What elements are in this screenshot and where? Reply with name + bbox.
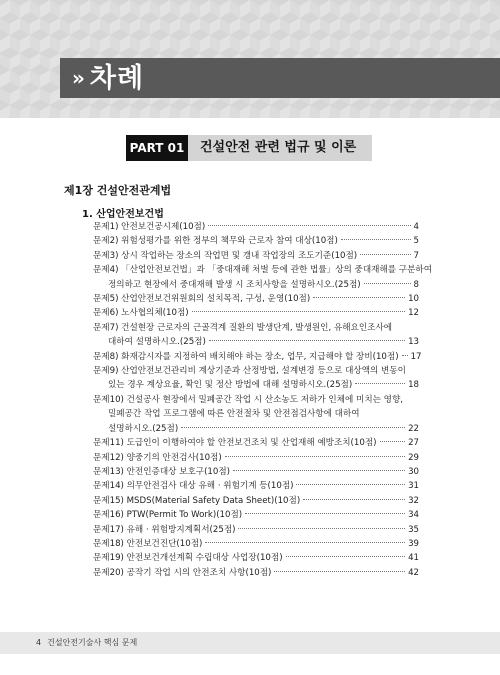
toc-entry[interactable] bbox=[93, 494, 419, 508]
toc-entry-line bbox=[93, 249, 419, 263]
dot-leader bbox=[313, 297, 405, 298]
toc-entry-text: 문제15) MSDS(Material Safety Data Sheet)(10점) bbox=[93, 495, 301, 506]
toc-entry-text: 문제7) 건설현장 근로자의 근골격계 질환의 발생단계, 발생원인, 유해요인조사에 bbox=[93, 322, 393, 333]
toc-entry-text: 문제20) 공작기 작업 시의 안전조치 사항(10점) bbox=[93, 567, 272, 578]
toc-entry[interactable] bbox=[93, 220, 419, 234]
toc-entry-line bbox=[93, 436, 419, 450]
page-title bbox=[72, 58, 144, 98]
footer-book-title: 건설안전기술사 핵심 문제 bbox=[47, 638, 138, 647]
toc-entry-line bbox=[93, 393, 419, 407]
toc-entry-line bbox=[93, 465, 419, 479]
toc-page-number: 41 bbox=[408, 553, 419, 564]
toc-entry[interactable] bbox=[93, 364, 419, 393]
toc-entry-text: 문제14) 의무안전검사 대상 유해 · 위험기계 등(10점) bbox=[93, 481, 294, 492]
toc-entry[interactable] bbox=[93, 465, 419, 479]
toc-entry-line bbox=[93, 350, 422, 364]
dot-leader bbox=[208, 225, 410, 226]
toc-entry[interactable] bbox=[93, 566, 419, 580]
footer bbox=[36, 632, 137, 654]
dot-leader bbox=[296, 484, 405, 485]
toc-entry-line bbox=[93, 479, 419, 493]
toc-entry-text: 문제12) 양중기의 안전검사(10점) bbox=[93, 452, 222, 463]
toc-entry[interactable] bbox=[93, 451, 419, 465]
section-heading: 1. 산업안전보건법 bbox=[82, 209, 164, 220]
toc-page-number: 31 bbox=[408, 481, 419, 492]
toc-page-number: 12 bbox=[408, 308, 419, 319]
dot-leader bbox=[238, 528, 405, 529]
toc-page-number: 7 bbox=[413, 250, 419, 261]
toc-entry-line bbox=[93, 335, 419, 349]
toc-entry-text: 문제1) 안전보건공시제(10점) bbox=[93, 222, 206, 232]
toc-page-number: 10 bbox=[408, 294, 419, 305]
toc-entry-line bbox=[93, 407, 419, 421]
dot-leader bbox=[274, 571, 405, 572]
toc-entry-line bbox=[93, 292, 419, 306]
toc-entry-text: 문제17) 유해 · 위험방지계획서(25점) bbox=[93, 524, 236, 535]
toc-entry-line bbox=[93, 378, 419, 392]
toc-entry-text: 설명하시오.(25점) bbox=[108, 423, 179, 434]
toc-entry-line bbox=[93, 263, 433, 277]
toc-entry-text: 있는 경우 계상요율, 확인 및 정산 방법에 대해 설명하시오.(25점) bbox=[108, 380, 353, 391]
toc-entry[interactable] bbox=[93, 537, 419, 551]
toc-entry-text: 문제13) 안전인증대상 보호구(10점) bbox=[93, 466, 231, 477]
toc-page-number: 29 bbox=[408, 452, 419, 463]
toc-entry[interactable] bbox=[93, 306, 419, 320]
toc-entry[interactable] bbox=[93, 292, 419, 306]
toc-page-number: 8 bbox=[413, 279, 419, 290]
toc-entry-line bbox=[93, 422, 419, 436]
toc-entry-text: 정의하고 현장에서 중대재해 발생 시 조치사항을 설명하시오.(25점) bbox=[108, 279, 361, 290]
toc-entry-text: 문제4) 「산업안전보건법」과 「중대재해 처벌 등에 관한 법률」상의 중대재해를 구분하여 bbox=[93, 265, 433, 276]
toc-page-number: 34 bbox=[408, 510, 419, 521]
toc-entry-line bbox=[93, 551, 419, 565]
toc-entry[interactable] bbox=[93, 479, 419, 493]
toc-entry[interactable] bbox=[93, 321, 419, 350]
dot-leader bbox=[380, 441, 406, 442]
toc-entry-line bbox=[93, 451, 419, 465]
footer-page-number: 4 bbox=[36, 638, 42, 647]
toc-page-number: 39 bbox=[408, 538, 419, 549]
toc-entry-line bbox=[93, 321, 419, 335]
toc-entry-text: 문제8) 화재감시자를 지정하여 배치해야 하는 장소, 업무, 지급해야 할 장비(10점) bbox=[93, 351, 399, 362]
toc-entry-line bbox=[93, 494, 419, 508]
double-chevron-icon: » bbox=[72, 66, 82, 90]
toc-entry[interactable] bbox=[93, 249, 419, 263]
toc-page-number: 18 bbox=[408, 380, 419, 391]
toc-entry-line bbox=[93, 278, 419, 292]
toc-entry-line bbox=[93, 566, 419, 580]
toc-page-number: 5 bbox=[413, 236, 419, 247]
toc-entry-text: 문제2) 위험성평가를 위한 정부의 책무와 근로자 참여 대상(10점) bbox=[93, 236, 338, 247]
dot-leader bbox=[181, 427, 405, 428]
dot-leader bbox=[245, 513, 405, 514]
part-title: 건설안전 관련 법규 및 이론 bbox=[200, 140, 357, 155]
toc-entry-line bbox=[93, 234, 419, 248]
dot-leader bbox=[355, 383, 405, 384]
part-label: PART 01 bbox=[126, 135, 188, 161]
toc-entry-text: 문제16) PTW(Permit To Work)(10점) bbox=[93, 510, 243, 521]
toc-entry[interactable] bbox=[93, 551, 419, 565]
dot-leader bbox=[192, 311, 405, 312]
dot-leader bbox=[233, 470, 405, 471]
toc-entry-text: 문제6) 노사협의체(10점) bbox=[93, 308, 189, 319]
toc-page-number: 27 bbox=[408, 438, 419, 449]
toc-entry-line bbox=[93, 508, 419, 522]
toc-page-number: 32 bbox=[408, 495, 419, 506]
toc-entry-text: 문제18) 안전보건진단(10점) bbox=[93, 538, 203, 549]
toc-entry-text: 대하여 설명하시오.(25점) bbox=[108, 337, 206, 348]
toc-page-number: 35 bbox=[408, 524, 419, 535]
toc-entry[interactable] bbox=[93, 508, 419, 522]
toc-entry-text: 문제3) 상시 작업하는 장소의 작업면 및 갱내 작업장의 조도기준(10점) bbox=[93, 250, 358, 261]
dot-leader bbox=[303, 499, 405, 500]
toc-page-number: 4 bbox=[413, 222, 419, 232]
toc-entry[interactable] bbox=[93, 523, 419, 537]
toc-entry-line bbox=[93, 220, 419, 234]
dot-leader bbox=[402, 355, 408, 356]
toc-entry-line bbox=[93, 306, 419, 320]
toc-page-number: 13 bbox=[408, 337, 419, 348]
toc-page-number: 22 bbox=[408, 423, 419, 434]
toc-list bbox=[93, 220, 433, 580]
toc-entry-text: 밀폐공간 작업 프로그램에 따른 안전절차 및 안전점검사항에 대하여 bbox=[108, 409, 360, 420]
toc-entry[interactable] bbox=[93, 263, 433, 292]
chapter-heading: 제1장 건설안전관계법 bbox=[64, 184, 172, 197]
toc-entry-line bbox=[93, 364, 419, 378]
toc-entry-text: 문제19) 안전보건개선계획 수립대상 사업장(10점) bbox=[93, 553, 283, 564]
toc-entry-text: 문제5) 산업안전보건위원회의 설치목적, 구성, 운영(10점) bbox=[93, 294, 311, 305]
toc-entry-line bbox=[93, 537, 419, 551]
dot-leader bbox=[341, 239, 411, 240]
toc-entry-text: 문제11) 도급인이 이행하여야 할 안전보건조치 및 산업재해 예방조치(10점) bbox=[93, 438, 377, 449]
toc-page-number: 42 bbox=[408, 567, 419, 578]
page-title-label: 차례 bbox=[89, 63, 145, 94]
dot-leader bbox=[286, 556, 406, 557]
dot-leader bbox=[364, 283, 411, 284]
dot-leader bbox=[205, 542, 405, 543]
toc-entry-line bbox=[93, 523, 419, 537]
toc-page-number: 30 bbox=[408, 466, 419, 477]
dot-leader bbox=[209, 340, 405, 341]
toc-entry[interactable] bbox=[93, 393, 419, 436]
toc-entry[interactable] bbox=[93, 350, 422, 364]
toc-entry-text: 문제9) 산업안전보건관리비 계상기준과 산정방법, 설계변경 등으로 대상액의 변동이 bbox=[93, 366, 406, 377]
toc-entry[interactable] bbox=[93, 234, 419, 248]
dot-leader bbox=[225, 456, 405, 457]
toc-entry[interactable] bbox=[93, 436, 419, 450]
toc-page-number: 17 bbox=[410, 351, 422, 362]
toc-entry-text: 문제10) 건설공사 현장에서 밀폐공간 작업 시 산소농도 저하가 인체에 미치는 영향, bbox=[93, 394, 403, 405]
dot-leader bbox=[360, 254, 410, 255]
